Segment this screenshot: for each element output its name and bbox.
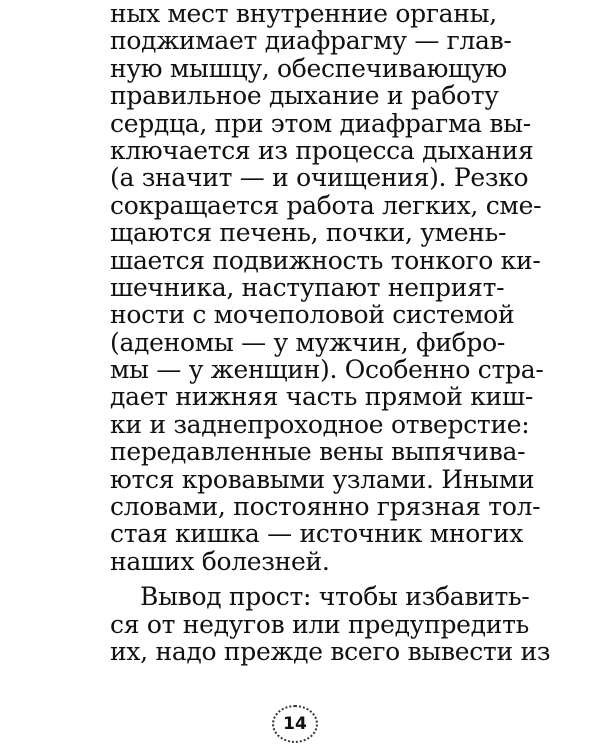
page-number: 14 <box>283 714 307 734</box>
page-number-badge <box>272 705 318 743</box>
text-line: щаются печень, почки, умень- <box>110 218 507 248</box>
text-line: поджимает диафрагму — глав- <box>110 26 512 56</box>
text-line: ности с мочеполовой системой <box>110 300 515 330</box>
paragraph-2 <box>110 582 551 666</box>
text-line: (а значит — и очищения). Резко <box>110 163 529 193</box>
text-line: ключается из процесса дыхания <box>110 135 534 165</box>
text-line: стая кишка — источник многих <box>110 519 523 549</box>
text-line: мы — у женщин). Особенно стра- <box>110 355 544 385</box>
text-line: их, надо прежде всего вывести из <box>110 636 551 666</box>
text-line: Вывод прост: чтобы избавить- <box>140 582 530 612</box>
text-line: шечника, наступают неприят- <box>110 272 505 302</box>
text-line: (аденомы — у мужчин, фибро- <box>110 327 506 357</box>
text-line: дает нижняя часть прямой киш- <box>110 382 533 412</box>
text-line: ся от недугов или предупредить <box>110 609 529 639</box>
text-line: ных мест внутренние органы, <box>110 0 497 28</box>
paragraph-1 <box>110 0 544 576</box>
text-line: словами, постоянно грязная тол- <box>110 492 541 522</box>
text-line: передавленные вены выпячива- <box>110 437 526 467</box>
text-line: ются кровавыми узлами. Иными <box>110 464 535 494</box>
text-line: ную мышцу, обеспечивающую <box>110 53 507 83</box>
text-line: шается подвижность тонкого ки- <box>110 245 541 275</box>
text-line: ки и заднепроходное отверстие: <box>110 409 530 439</box>
text-line: сердца, при этом диафрагма вы- <box>110 108 531 138</box>
text-line: правильное дыхание и работу <box>110 81 499 111</box>
text-line: наших болезней. <box>110 546 330 576</box>
text-line: сокращается работа легких, сме- <box>110 190 542 220</box>
body-text <box>110 0 551 666</box>
